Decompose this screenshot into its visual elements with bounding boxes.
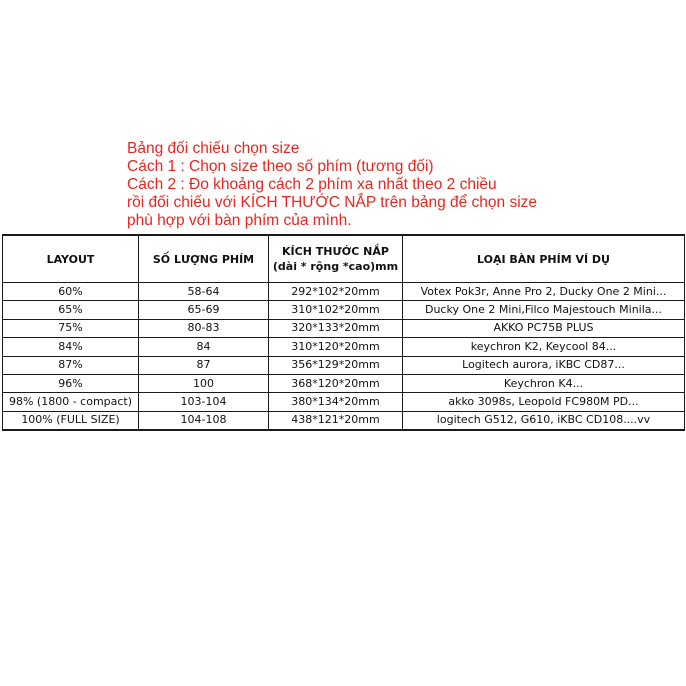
cell-cover-size: 310*120*20mm [269,338,403,356]
cell-layout: 65% [3,301,139,319]
instruction-method-2-end: phù hợp với bàn phím của mình. [127,212,352,229]
cell-layout: 75% [3,319,139,337]
cell-cover-size: 380*134*20mm [269,393,403,411]
cell-key-count: 65-69 [139,301,269,319]
cell-key-count: 100 [139,374,269,392]
table-row [3,411,685,430]
keyboard-size-table [2,234,685,431]
cell-example: Logitech aurora, iKBC CD87... [403,356,685,374]
cell-cover-size: 320*133*20mm [269,319,403,337]
cell-cover-size: 438*121*20mm [269,411,403,430]
cell-cover-size: 356*129*20mm [269,356,403,374]
cell-key-count: 58-64 [139,283,269,301]
table-row [3,356,685,374]
cell-layout: 98% (1800 - compact) [3,393,139,411]
table-row [3,338,685,356]
instruction-title: Bảng đối chiếu chọn size [127,140,300,157]
cell-layout: 100% (FULL SIZE) [3,411,139,430]
table-row [3,374,685,392]
header-row [3,235,685,283]
table-row [3,283,685,301]
cell-example: Votex Pok3r, Anne Pro 2, Ducky One 2 Mini... [403,283,685,301]
table-body [3,283,685,431]
table-row [3,301,685,319]
cell-layout: 87% [3,356,139,374]
cell-key-count: 104-108 [139,411,269,430]
cell-key-count: 87 [139,356,269,374]
header-cover-size-title: KÍCH THƯỚC NẮP [282,245,389,258]
table-header [3,235,685,283]
header-cover-size [269,235,403,283]
table-row [3,319,685,337]
cell-example: Ducky One 2 Mini,Filco Majestouch Minila... [403,301,685,319]
header-layout: LAYOUT [3,235,139,283]
cell-example: Keychron K4... [403,374,685,392]
cell-layout: 60% [3,283,139,301]
header-key-count: SỐ LƯỢNG PHÍM [139,235,269,283]
cell-layout: 84% [3,338,139,356]
cell-layout: 96% [3,374,139,392]
cell-key-count: 103-104 [139,393,269,411]
instruction-method-2-continued: rồi đối chiếu với KÍCH THƯỚC NẮP trên bảng để chọn size [127,194,538,211]
cell-cover-size: 310*102*20mm [269,301,403,319]
cell-example: AKKO PC75B PLUS [403,319,685,337]
cell-cover-size: 368*120*20mm [269,374,403,392]
header-cover-size-units: (dài * rộng *cao)mm [272,260,399,273]
cell-key-count: 84 [139,338,269,356]
cell-example: logitech G512, G610, iKBC CD108....vv [403,411,685,430]
header-example-keyboards: LOẠI BÀN PHÍM VÍ DỤ [403,235,685,283]
instruction-method-1: Cách 1 : Chọn size theo số phím (tương đối) [127,158,434,175]
cell-key-count: 80-83 [139,319,269,337]
cell-example: akko 3098s, Leopold FC980M PD... [403,393,685,411]
size-guide-instructions [127,140,607,230]
instruction-method-2: Cách 2 : Đo khoảng cách 2 phím xa nhất theo 2 chiều [127,176,497,193]
cell-cover-size: 292*102*20mm [269,283,403,301]
cell-example: keychron K2, Keycool 84... [403,338,685,356]
table-row [3,393,685,411]
